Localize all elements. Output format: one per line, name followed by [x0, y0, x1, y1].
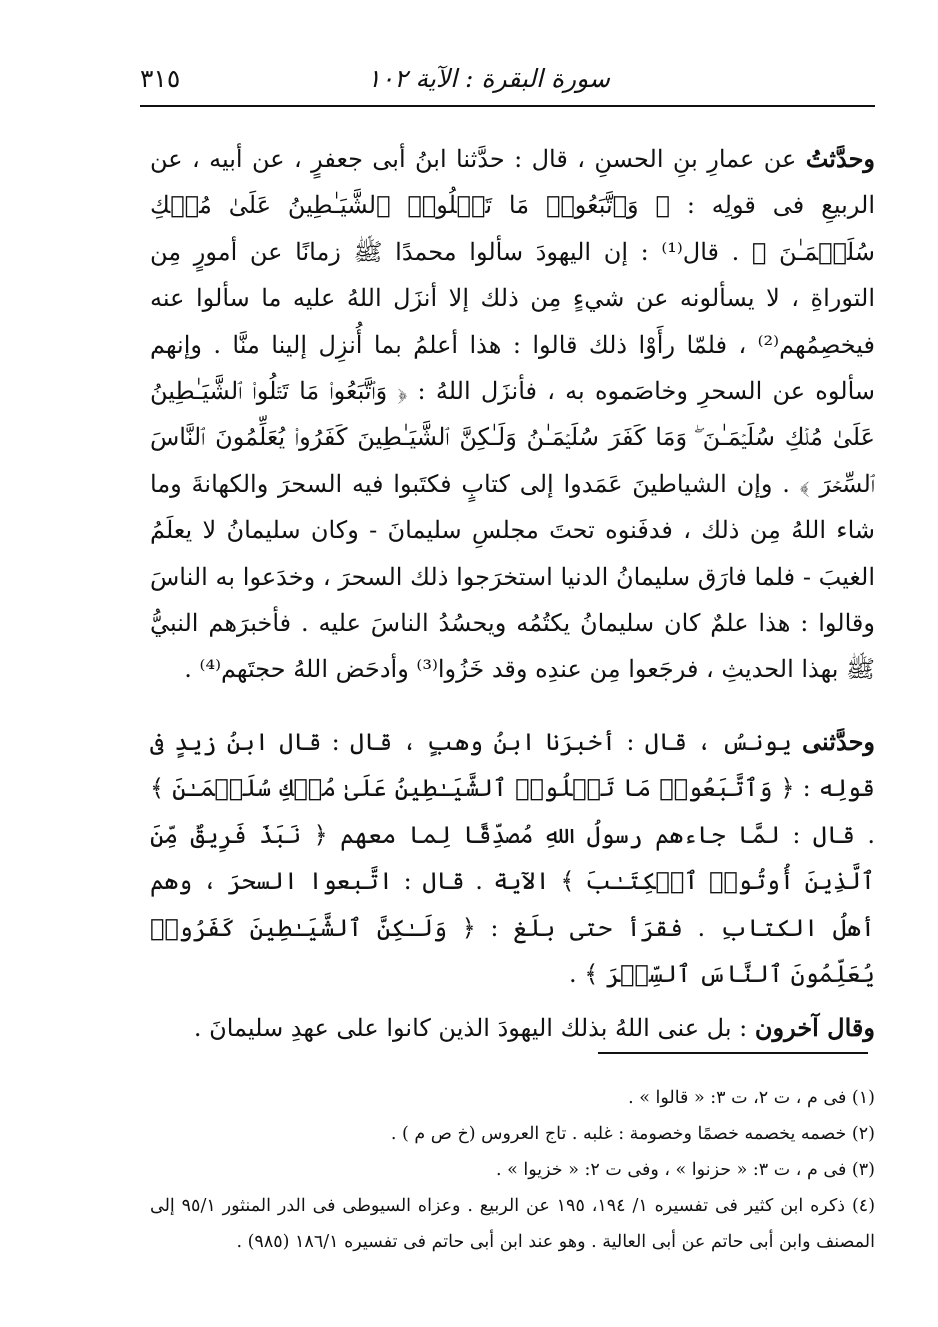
page-header	[140, 52, 875, 108]
main-text	[150, 136, 875, 1052]
paragraph-2	[150, 719, 875, 997]
paragraph-text: : بل عنى اللهُ بذلك اليهودَ الذين كانوا على عهدِ سليمانَ .	[193, 1014, 755, 1043]
footnote-4: (٤) ذكره ابن كثير فى تفسيره ١/ ١٩٤، ١٩٥ عن الربيع . وعزاه السيوطى فى الدر المنثور ٩٥/١ إلى المصنف وابن أبى حاتم عن أبى العالية . وهو عند ابن أبى حاتم فى تفسيره ١٨٦/١ (٩٨٥) .	[150, 1196, 876, 1252]
paragraph-text: عن عمارِ بنِ الحسنِ ، قال : حدَّثنا ابنُ أبى جعفرٍ ، عن أبيه ، عن الربيعِ فى قولِه : ﴿ وَٱتَّبَعُوا۟ مَا تَتۡلُوا۟ ٱلشَّيَـٰطِينُ عَلَىٰ مُلۡكِ سُلَيۡمَـٰنَ ﴾ . قال⁽¹⁾ : إن اليهودَ سألوا محمدًا ﷺ زمانًا عن أمورٍ مِن التوراةِ ، لا يسألونه عن شيءٍ مِن ذلك إلا أنزَل اللهُ عليه ما سألوا عنه فيخصِمُهم⁽²⁾ ، فلمّا رأَوْا ذلك قالوا : هذا أعلمُ بما أُنزِل إلينا منَّا . وإنهم سألوه عن السحرِ وخاصَموه به ، فأنزَل اللهُ : ﴿ وَٱتَّبَعُوا۟ مَا تَتۡلُوا۟ ٱلشَّيَـٰطِينُ عَلَىٰ مُلۡكِ سُلَيۡمَـٰنَ ۖ وَمَا كَفَرَ سُلَيۡمَـٰنُ وَلَـٰكِنَّ ٱلشَّيَـٰطِينَ كَفَرُوا۟ يُعَلِّمُونَ ٱلنَّاسَ ٱلسِّحۡرَ ﴾ . وإن الشياطينَ عَمَدوا إلى كتابٍ فكتَبوا فيه السحرَ والكهانةَ وما شاء اللهُ مِن ذلك ، فدفَنوه تحتَ مجلسِ سليمانَ - وكان سليمانُ لا يعلَمُ الغيبَ - فلما فارَق سليمانُ الدنيا استخرَجوا ذلك السحرَ ، وخدَعوا به الناسَ وقالوا : هذا علمٌ كان سليمانُ يكتُمُه ويحسُدُ الناسَ عليه . فأخبرَهم النبيُّ ﷺ بهذا الحديثِ ، فرجَعوا مِن عندِه وقد خَزُوا⁽³⁾ وأدحَض اللهُ حجتَهم⁽⁴⁾ .	[150, 145, 875, 684]
paragraph-text: يونسُ ، قال : أخبرَنا ابنُ وهبٍ ، قال : قال ابنُ زيدٍ فى قولِه : ﴿ وَٱتَّبَعُوا۟ مَا تَتۡلُوا۟ ٱلشَّيَـٰطِينُ عَلَىٰ مُلۡكِ سُلَيۡمَـٰنَ ﴾ . قال : لمَّا جاءهم رسولُ اللهِ مُصدِّقًا لِما معهم ﴿ نَبَذَ فَرِيقٌ مِّنَ ٱلَّذِينَ أُوتُوا۟ ٱلۡكِتَـٰبَ ﴾ الآية . قال : اتَّبعوا السحرَ ، وهم أهلُ الكتابِ . فقرَأ حتى بلَغ : ﴿ وَلَـٰكِنَّ ٱلشَّيَـٰطِينَ كَفَرُوا۟ يُعَلِّمُونَ ٱلنَّاسَ ٱلسِّحۡرَ ﴾ .	[150, 727, 876, 988]
paragraph-lead: وحدَّثتُ	[805, 144, 875, 173]
paragraph-lead: وقال آخرون	[754, 1013, 875, 1043]
paragraph-lead: وحدَّثنى	[802, 726, 875, 756]
page-number: ٣١٥	[140, 64, 181, 93]
paragraph-1	[150, 136, 875, 693]
header-rule	[140, 105, 875, 107]
running-title: سورة البقرة : الآية ١٠٢	[367, 64, 610, 93]
footnote-3: (٣) فى م ، ت ٣: « حزنوا » ، وفى ت ٢: « خزيوا » .	[495, 1160, 875, 1180]
footnote-rule	[598, 1052, 868, 1054]
footnote-2: (٢) خصمه يخصمه خصمًا وخصومة : غلبه . تاج العروس (خ ص م ) .	[390, 1124, 875, 1144]
footnote-1: (١) فى م ، ت ٢، ت ٣: « قالوا » .	[628, 1088, 875, 1108]
footnotes	[150, 1080, 875, 1260]
paragraph-3	[150, 1005, 875, 1051]
